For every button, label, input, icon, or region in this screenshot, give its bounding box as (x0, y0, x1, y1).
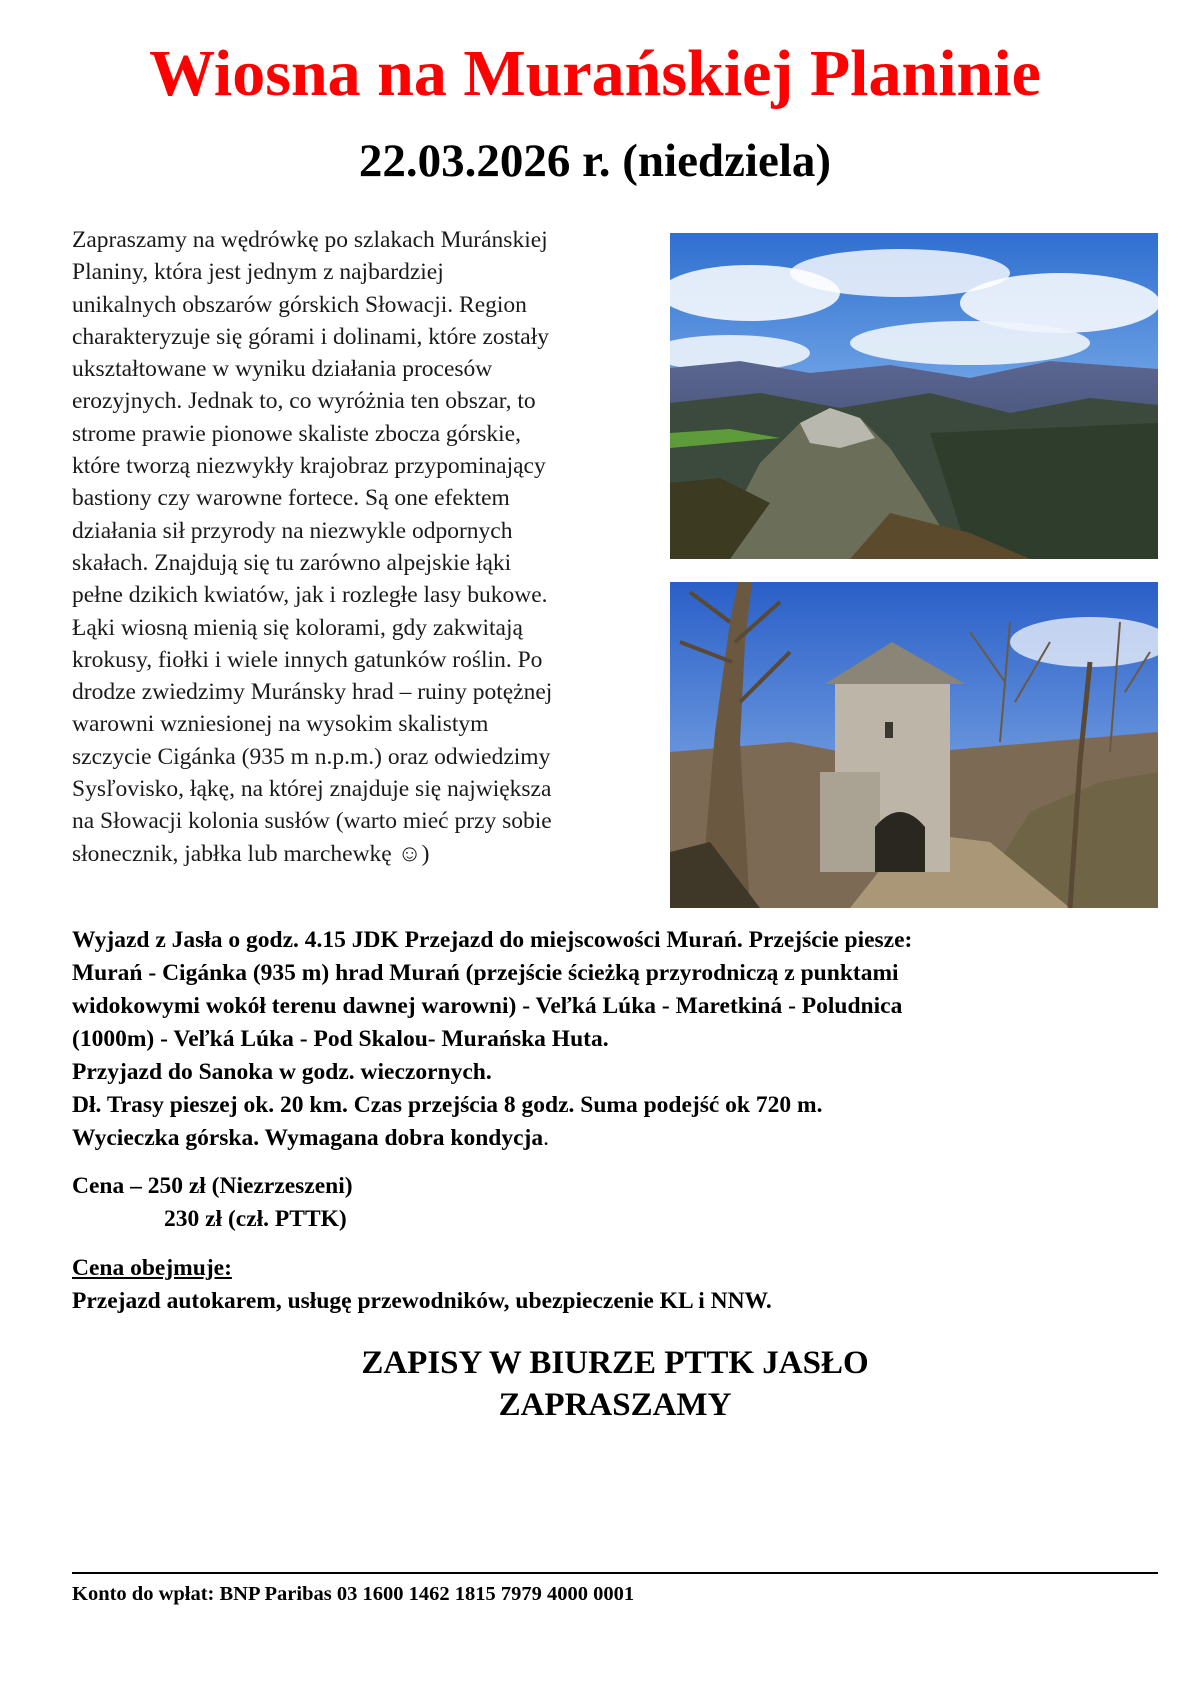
description-line: charakteryzuje się górami i dolinami, które zostały (72, 323, 550, 350)
mountain-landscape-photo (670, 233, 1158, 559)
price-regular: Cena – 250 zł (Niezrzeszeni) (72, 1173, 353, 1199)
signup-line-1: ZAPISY W BIURZE PTTK JASŁO (361, 1345, 869, 1381)
signup-notice (0, 1342, 1190, 1426)
description-line: Łąki wiosną mienią się kolorami, gdy zakwitają (72, 614, 523, 641)
price-includes-heading: Cena obejmuje: (72, 1255, 232, 1281)
bank-account: Konto do wpłat: BNP Paribas 03 1600 1462 1815 7979 4000 0001 (72, 1583, 635, 1605)
description-line: warowni wzniesionej na wysokim skalistym (72, 711, 489, 738)
details-last-punct: . (543, 1125, 549, 1151)
details-line: Murań - Cigánka (935 m) hrad Murań (przejście ścieżką przyrodniczą z punktami (72, 960, 899, 986)
trip-details (72, 924, 1162, 1155)
details-line: Dł. Trasy pieszej ok. 20 km. Czas przejścia 8 godz. Suma podejść ok 720 m. (72, 1092, 823, 1118)
details-line: (1000m) - Veľká Lúka - Pod Skalou- Murańska Huta. (72, 1026, 609, 1052)
description-line: szczycie Cigánka (935 m n.p.m.) oraz odwiedzimy (72, 743, 551, 770)
price-member: 230 zł (czł. PTTK) (164, 1206, 347, 1232)
event-date: 22.03.2026 r. (niedziela) (358, 135, 832, 187)
footer-divider (72, 1572, 1158, 1574)
price-block (72, 1170, 353, 1236)
details-line: Wyjazd z Jasła o godz. 4.15 JDK Przejazd do miejscowości Murań. Przejście piesze: (72, 927, 913, 953)
details-line: widokowymi wokół terenu dawnej warowni) - Veľká Lúka - Maretkiná - Poludnica (72, 993, 903, 1019)
castle-ruins-photo (670, 582, 1158, 908)
description-line: erozyjnych. Jednak to, co wyróżnia ten obszar, to (72, 388, 536, 415)
signup-line-2: ZAPRASZAMY (498, 1387, 732, 1423)
description-line: Sysľovisko, łąkę, na której znajduje się największa (72, 776, 552, 803)
description-line: krokusy, fiołki i wiele innych gatunków roślin. Po (72, 646, 543, 673)
description-line: bastiony czy warowne fortece. Są one efektem (72, 485, 510, 512)
description-line: działania sił przyrody na niezwykle odpornych (72, 517, 513, 544)
price-includes (72, 1252, 772, 1318)
description-line: skałach. Znajdują się tu zarówno alpejskie łąki (72, 549, 512, 576)
description-line: które tworzą niezwykły krajobraz przypominający (72, 453, 546, 480)
description-line: strome prawie pionowe skaliste zbocza górskie, (72, 420, 521, 447)
description (72, 224, 662, 870)
description-line: unikalnych obszarów górskich Słowacji. Region (72, 291, 527, 318)
details-line (72, 1122, 1162, 1155)
description-line: Planiny, która jest jednym z najbardziej (72, 259, 444, 286)
details-last-line: Wycieczka górska. Wymagana dobra kondycja (72, 1125, 544, 1151)
description-line: Zapraszamy na wędrówkę po szlakach Muránskiej (72, 227, 548, 253)
description-line: słonecznik, jabłka lub marchewkę ☺) (72, 840, 430, 867)
price-includes-text: Przejazd autokarem, usługę przewodników, ubezpieczenie KL i NNW. (72, 1288, 772, 1314)
page-title: Wiosna na Murańskiej Planinie (149, 37, 1041, 110)
description-line: na Słowacji kolonia susłów (warto mieć przy sobie (72, 808, 552, 835)
description-line: ukształtowane w wyniku działania procesów (72, 356, 493, 383)
description-line: drodze zwiedzimy Muránsky hrad – ruiny potężnej (72, 679, 553, 706)
description-line: pełne dzikich kwiatów, jak i rozległe lasy bukowe. (72, 582, 548, 609)
details-line: Przyjazd do Sanoka w godz. wieczornych. (72, 1059, 492, 1085)
